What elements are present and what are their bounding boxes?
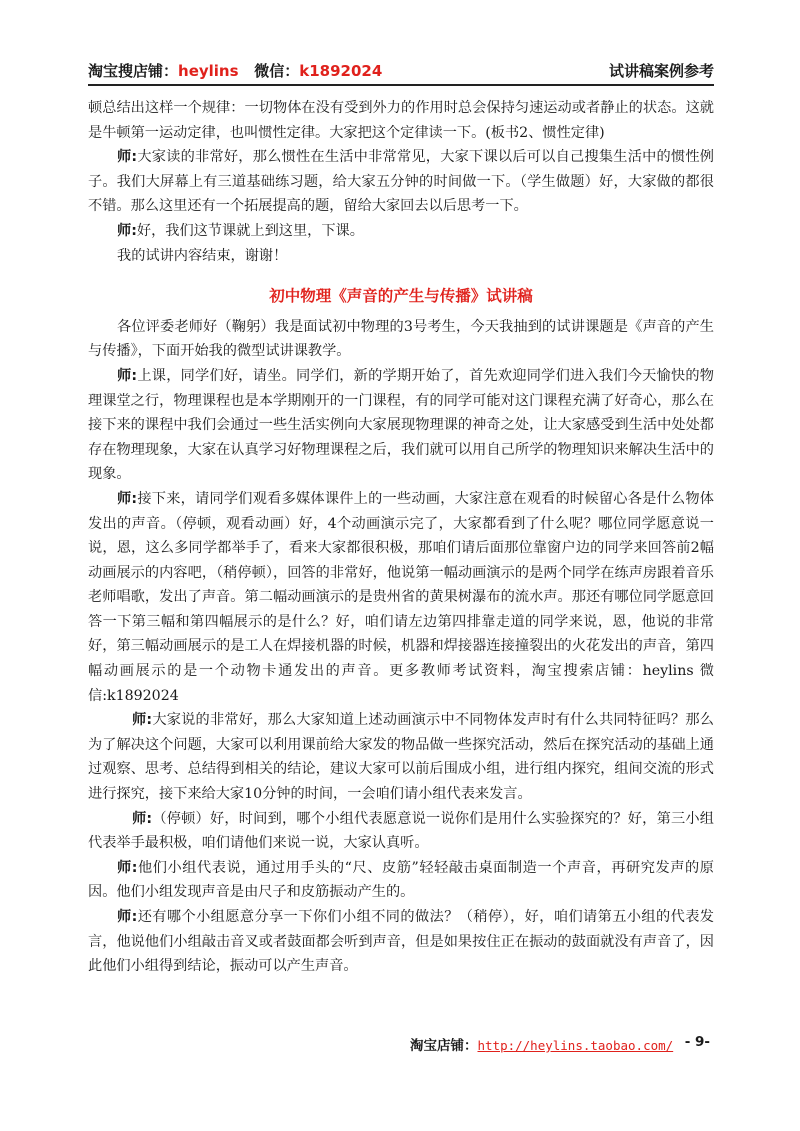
page-header [88, 58, 714, 86]
paragraph [88, 856, 714, 905]
paragraph-text: 各位评委老师好（鞠躬）我是面试初中物理的3号考生，今天我抽到的试讲课题是《声音的产生与传播》，下面开始我的微型试讲课教学。 [88, 318, 714, 360]
paragraph [88, 219, 714, 244]
paragraph [88, 905, 714, 979]
page-number: - 9- [684, 1034, 710, 1050]
footer-label: 淘宝店铺： [410, 1038, 478, 1054]
paragraph [88, 364, 714, 487]
page-footer [410, 1034, 710, 1056]
speaker-label: 师: [117, 490, 138, 507]
header-title: 试讲稿案例参考 [608, 62, 714, 80]
paragraph-text: （停顿）好，时间到，哪个小组代表愿意说一说你们是用什么实验探究的？好，第三小组代表举手最积极，咱们请他们来说一说，大家认真听。 [88, 810, 714, 852]
header-wechat-prefix: 微信： [254, 62, 300, 80]
paragraph [88, 807, 714, 856]
paragraph-text: 好，我们这节课就上到这里，下课。 [136, 222, 364, 239]
paragraph [88, 487, 714, 708]
header-wechat-id: k1892024 [299, 62, 383, 80]
footer-url-link[interactable]: http://heylins.taobao.com/ [477, 1038, 674, 1053]
speaker-label: 师: [117, 859, 138, 876]
speaker-label: 师: [117, 222, 137, 239]
paragraph-text: 顿总结出这样一个规律：一切物体在没有受到外力的作用时总会保持匀速运动或者静止的状态。这就是牛顿第一运动定律，也叫惯性定律。大家把这个定律读一下。(板书2、惯性定律) [88, 100, 714, 141]
paragraph-text: 大家说的非常好，那么大家知道上述动画演示中不同物体发声时有什么共同特征吗？那么为了解决这个问题，大家可以利用课前给大家发的物品做一些探究活动，然后在探究活动的基础上通过观察、思考、总结得到相关的结论，建议大家可以前后围成小组，进行组内探究，组间交流的形式进行探究，接下来给大家10分钟的时间，一会咱们请小组代表来发言。 [88, 712, 714, 803]
paragraph-text: 上课，同学们好，请坐。同学们，新的学期开始了，首先欢迎同学们进入我们今天愉快的物理课堂之行，物理课程也是本学期刚开的一门课程，有的同学可能对这门课程充满了好奇心，那么在接下来的课程中我们会通过一些生活实例向大家展现物理课的神奇之处，让大家感受到生活中处处都存在物理现象，大家在认真学习好物理课程之后，我们就可以用自己所学的物理知识来解决生活中的现象。 [88, 367, 714, 483]
speaker-label: 师: [117, 909, 138, 925]
section-title: 初中物理《声音的产生与传播》试讲稿 [269, 287, 533, 306]
speaker-label: 师: [117, 367, 138, 384]
header-shop-prefix: 淘宝搜店铺： [88, 62, 179, 80]
paragraph [88, 244, 714, 269]
paragraph [88, 708, 714, 806]
paragraph [88, 145, 714, 219]
document-body [88, 96, 714, 979]
speaker-label: 师: [132, 712, 153, 729]
paragraph-text: 大家读的非常好，那么惯性在生活中非常常见，大家下课以后可以自己搜集生活中的惯性例子。我们大屏幕上有三道基础练习题，给大家五分钟的时间做一下。（学生做题）好，大家做的都很不错。那么这里还有一个拓展提高的题，留给大家回去以后思考一下。 [88, 149, 714, 215]
header-shop-info [88, 60, 382, 81]
speaker-label: 师: [117, 149, 138, 166]
paragraph-text: 他们小组代表说，通过用手头的“尺、皮筋”轻轻敲击桌面制造一个声音，再研究发声的原因。他们小组发现声音是由尺子和皮筋振动产生的。 [88, 859, 714, 901]
paragraph [88, 96, 714, 145]
paragraph [88, 315, 714, 364]
paragraph-text: 我的试讲内容结束，谢谢！ [117, 247, 288, 264]
paragraph-text: 还有哪个小组愿意分享一下你们小组不同的做法？（稍停），好，咱们请第五小组的代表发言，他说他们小组敲击音叉或者鼓面都会听到声音，但是如果按住正在振动的鼓面就没有声音了，因此他们小组得到结论，振动可以产生声音。 [88, 909, 714, 975]
header-shop-name: heylins [178, 62, 239, 80]
paragraph-text: 接下来，请同学们观看多媒体课件上的一些动画，大家注意在观看的时候留心各是什么物体发出的声音。（停顿，观看动画）好，4个动画演示完了，大家都看到了什么呢？哪位同学愿意说一说，恩，这么多同学都举手了，看来大家都很积极，那咱们请后面那位靠窗户边的同学来回答前2幅动画展示的内容吧，（稍停顿），回答的非常好，他说第一幅动画演示的是两个同学在练声房跟着音乐老师唱歌，发出了声音。第二幅动画演示的是贵州省的黄果树瀑布的流水声。那还有哪位同学愿意回答一下第三幅和第四幅展示的是什么？好，咱们请左边第四排靠走道的同学来说，恩，他说的非常好，第三幅动画展示的是工人在焊接机器的时候，机器和焊接器连接撞裂出的火花发出的声音，第四幅动画展示的是一个动物卡通发出的声音。更多教师考试资料，淘宝搜索店铺：heylins 微信:k1892024 [88, 490, 714, 704]
speaker-label: 师: [132, 810, 153, 827]
